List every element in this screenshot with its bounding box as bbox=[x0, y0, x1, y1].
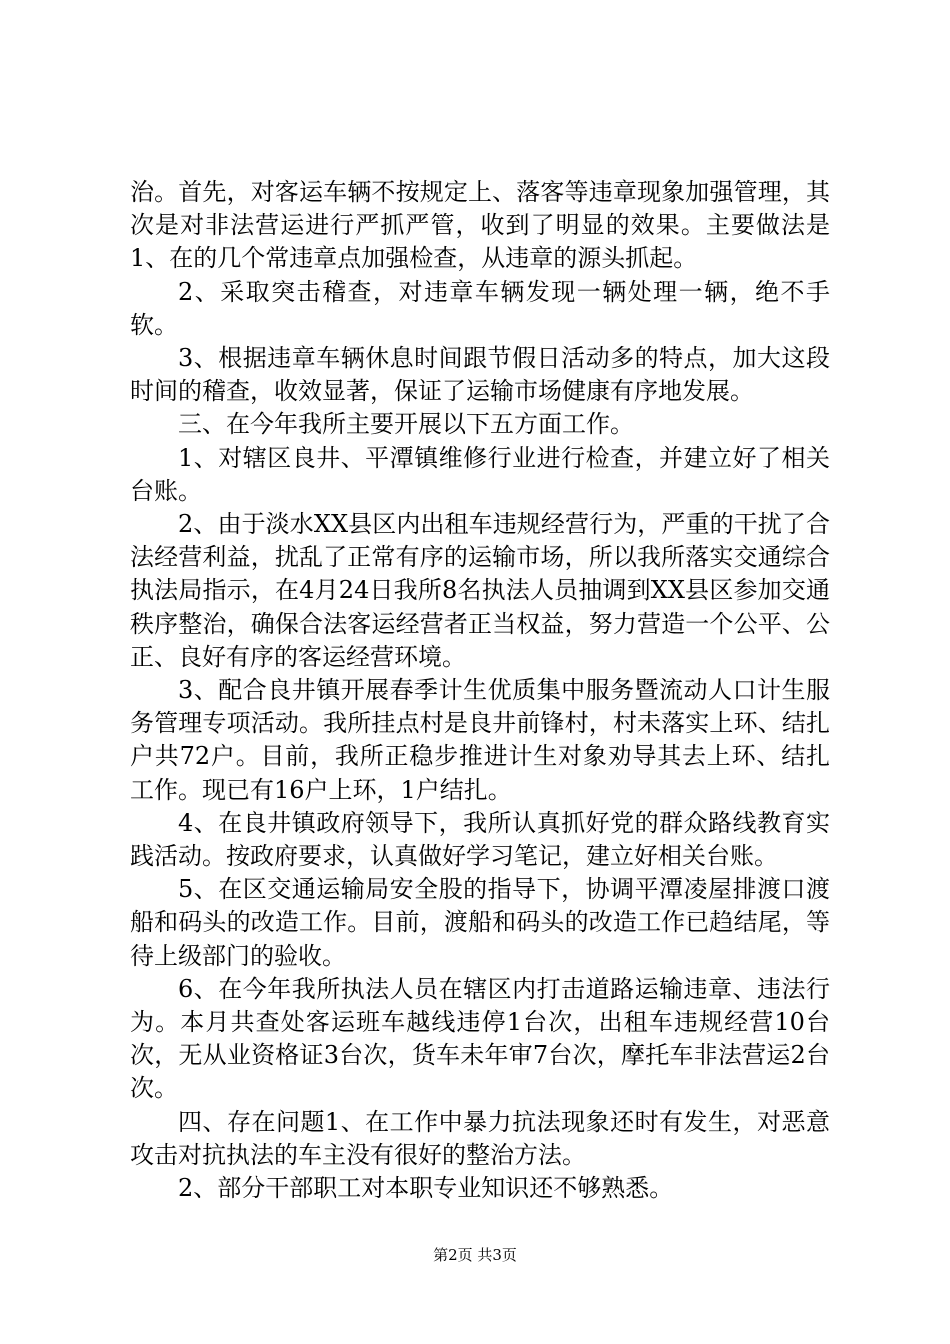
paragraph: 2、由于淡水XX县区内出租车违规经营行为，严重的干扰了合法经营利益，扰乱了正常有序的运输市场，所以我所落实交通综合执法局指示，在4月24日我所8名执法人员抽调到XX县区参加交通秩序整治，确保合法客运经营者正当权益，努力营造一个公平、公正、良好有序的客运经营环境。 bbox=[130, 510, 830, 671]
paragraph: 2、采取突击稽查，对违章车辆发现一辆处理一辆，绝不手软。 bbox=[130, 277, 830, 339]
document-body bbox=[130, 176, 830, 1205]
paragraph: 5、在区交通运输局安全股的指导下，协调平潭凌屋排渡口渡船和码头的改造工作。目前，渡船和码头的改造工作已趋结尾，等待上级部门的验收。 bbox=[130, 875, 830, 970]
paragraph: 4、在良井镇政府领导下，我所认真抓好党的群众路线教育实践活动。按政府要求，认真做好学习笔记，建立好相关台账。 bbox=[130, 808, 830, 871]
paragraph: 1、对辖区良井、平潭镇维修行业进行检查，并建立好了相关台账。 bbox=[130, 443, 830, 505]
section-heading: 三、在今年我所主要开展以下五方面工作。 bbox=[178, 410, 634, 439]
section-heading: 四、存在问题1、在工作中暴力抗法现象还时有发生，对恶意攻击对抗执法的车主没有很好的整治方法。 bbox=[130, 1107, 830, 1169]
paragraph: 2、部分干部职工对本职专业知识还不够熟悉。 bbox=[178, 1174, 674, 1203]
page-number-footer: 第2页 共3页 bbox=[433, 1246, 517, 1264]
paragraph: 3、根据违章车辆休息时间跟节假日活动多的特点，加大这段时间的稽查，收效显著，保证了运输市场健康有序地发展。 bbox=[130, 344, 830, 406]
paragraph: 治。首先，对客运车辆不按规定上、落客等违章现象加强管理，其次是对非法营运进行严抓严管，收到了明显的效果。主要做法是1、在的几个常违章点加强检查，从违章的源头抓起。 bbox=[130, 178, 830, 273]
paragraph: 6、在今年我所执法人员在辖区内打击道路运输违章、违法行为。本月共查处客运班车越线违停1台次，出租车违规经营10台次，无从业资格证3台次，货车未年审7台次，摩托车非法营运2台次。 bbox=[130, 974, 830, 1103]
paragraph: 3、配合良井镇开展春季计生优质集中服务暨流动人口计生服务管理专项活动。我所挂点村是良井前锋村，村未落实上环、结扎户共72户。目前，我所正稳步推进计生对象劝导其去上环、结扎工作。现已有16户上环，1户结扎。 bbox=[130, 676, 830, 804]
